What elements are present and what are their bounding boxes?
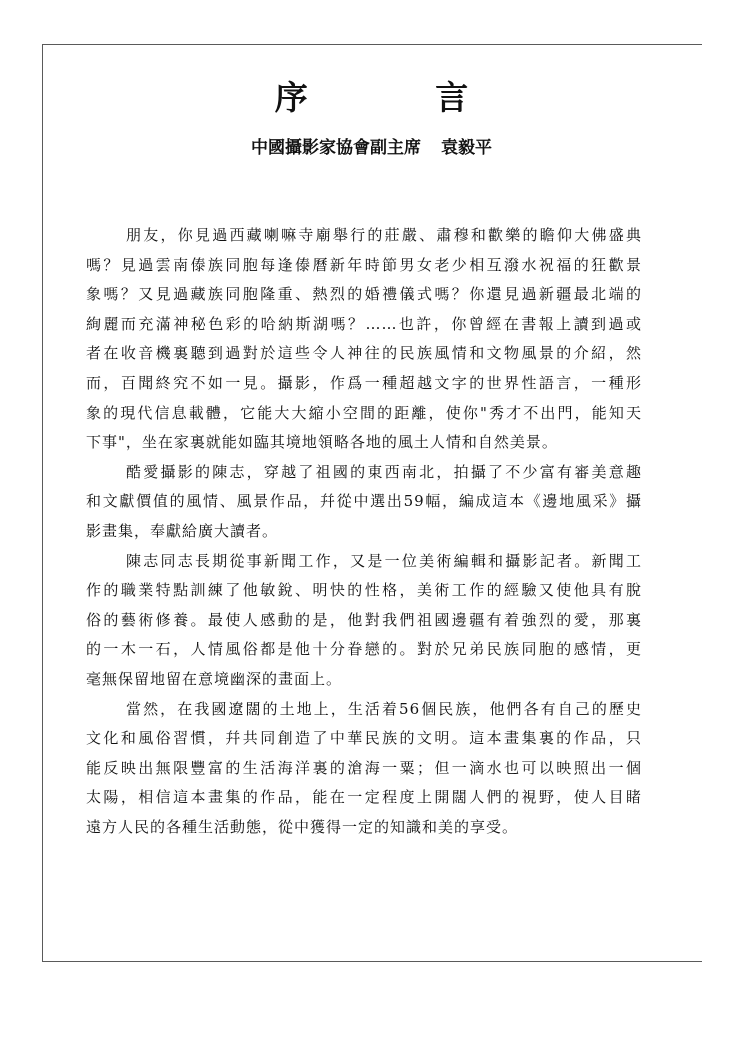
text-line: 遠方人民的各種生活動態，從中獲得一定的知識和美的享受。 xyxy=(86,817,519,836)
text-line: 當然，在我國遼闊的土地上，生活着56個民族，他們各有自己的歷史 xyxy=(126,699,642,718)
text-line: 嗎？見過雲南傣族同胞每逢傣曆新年時節男女老少相互潑水祝福的狂歡景 xyxy=(86,255,642,274)
text-line: 的一木一石，人情風俗都是他十分眷戀的。對於兄弟民族同胞的感情，更 xyxy=(86,640,642,659)
author-role: 中國攝影家協會副主席 xyxy=(251,138,421,158)
text-line: 者在收音機裏聽到過對於這些令人神往的民族風情和文物風景的介紹，然 xyxy=(86,344,642,363)
page-title: 序 言 xyxy=(274,78,527,117)
author-name: 袁毅平 xyxy=(441,138,492,158)
text-line: 下事"，坐在家裏就能如臨其境地領略各地的風土人情和自然美景。 xyxy=(86,433,558,452)
text-line: 影畫集，奉獻給廣大讀者。 xyxy=(86,521,279,540)
text-line: 太陽，相信這本畫集的作品，能在一定程度上開闊人們的視野，使人目睹 xyxy=(86,788,642,807)
paragraph-4 xyxy=(86,695,642,843)
author-byline xyxy=(0,136,743,160)
text-line: 朋友，你見過西藏喇嘛寺廟舉行的莊嚴、肅穆和歡樂的瞻仰大佛盛典 xyxy=(126,226,642,244)
text-line: 象的現代信息載體，它能大大縮小空間的距離，使你"秀才不出門，能知天 xyxy=(86,403,642,422)
text-line: 陳志同志長期從事新聞工作，又是一位美術編輯和攝影記者。新聞工 xyxy=(126,551,642,570)
text-line: 毫無保留地留在意境幽深的畫面上。 xyxy=(86,669,343,688)
text-line: 能反映出無限豐富的生活海洋裏的滄海一粟；但一滴水也可以映照出一個 xyxy=(86,758,642,777)
text-line: 象嗎？又見過藏族同胞隆重、熱烈的婚禮儀式嗎？你還見過新疆最北端的 xyxy=(86,285,642,304)
text-line: 絢麗而充滿神秘色彩的哈納斯湖嗎？……也許，你曾經在書報上讀到過或 xyxy=(86,314,642,333)
text-line: 酷愛攝影的陳志，穿越了祖國的東西南北，拍攝了不少富有審美意趣 xyxy=(126,462,642,481)
text-line: 文化和風俗習慣，幷共同創造了中華民族的文明。這本畫集裏的作品，只 xyxy=(86,729,642,748)
paragraph-1 xyxy=(86,221,642,458)
text-line: 和文獻價值的風情、風景作品，幷從中選出59幅，編成這本《邊地風采》攝 xyxy=(86,492,642,511)
text-line: 俗的藝術修養。最使人感動的是，他對我們祖國邊疆有着強烈的愛，那裏 xyxy=(86,610,642,629)
text-line: 而，百聞終究不如一見。攝影，作爲一種超越文字的世界性語言，一種形 xyxy=(86,373,642,392)
text-line: 作的職業特點訓練了他敏銳、明快的性格，美術工作的經驗又使他具有脫 xyxy=(86,581,642,600)
paragraph-3 xyxy=(86,547,642,695)
paragraph-2 xyxy=(86,458,642,547)
body-text xyxy=(86,221,642,842)
